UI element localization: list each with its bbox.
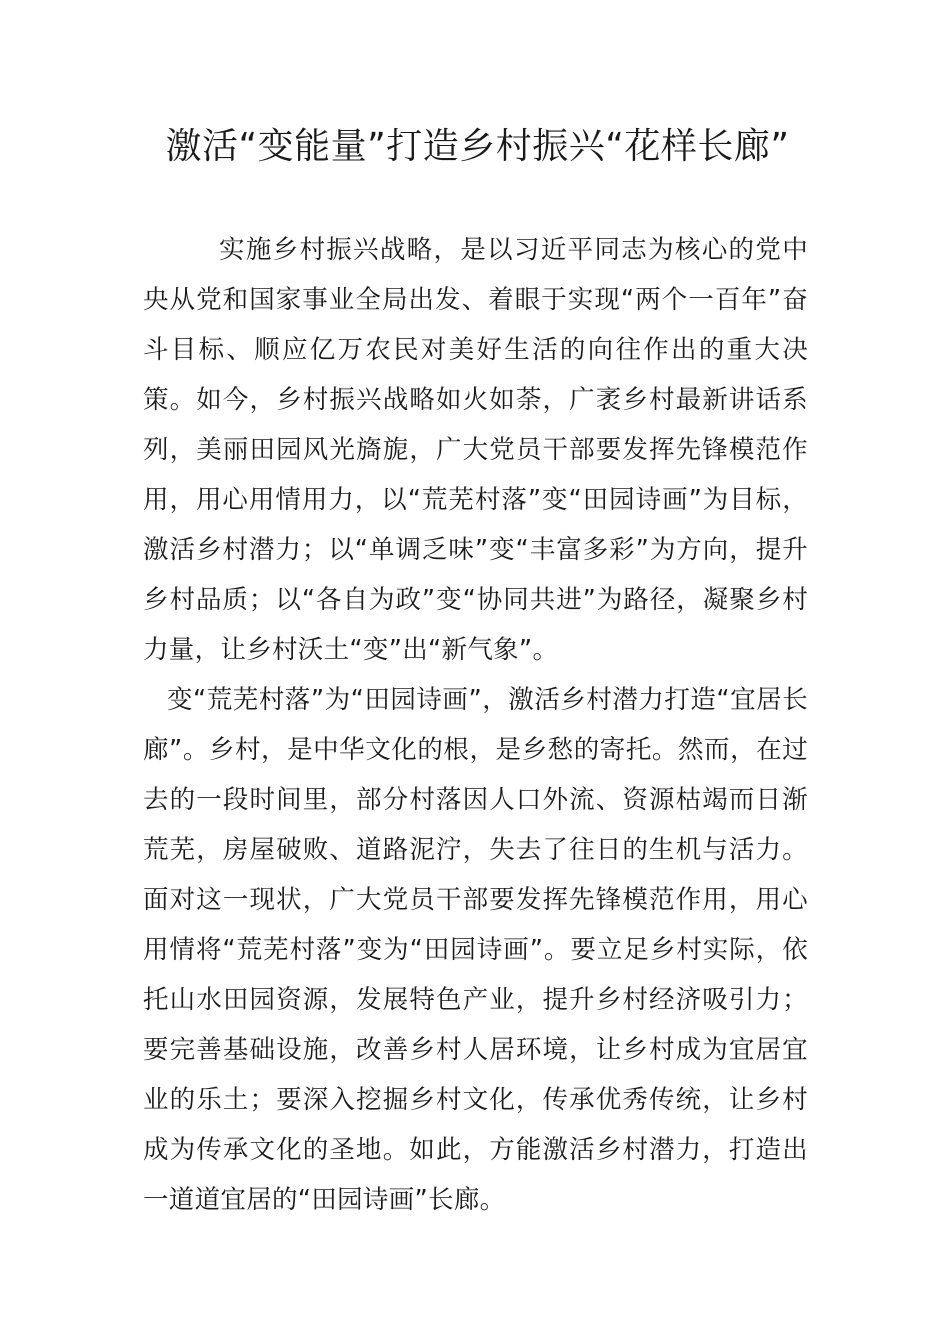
document-title: 激活“变能量”打造乡村振兴“花样长廊” xyxy=(165,126,790,167)
paragraph-section-1: 变“荒芜村落”为“田园诗画”，激活乡村潜力打造“宜居长廊”。乡村，是中华文化的根，是乡愁的寄托。然而，在过去的一段时间里，部分村落因人口外流、资源枯竭而日渐荒芜，房屋破败、道路泥泞，失去了往日的生机与活力。面对这一现状，广大党员干部要发挥先锋模范作用，用心用情将“荒芜村落”变为“田园诗画”。要立足乡村实际，依托山水田园资源，发展特色产业，提升乡村经济吸引力；要完善基础设施，改善乡村人居环境，让乡村成为宜居宜业的乐土；要深入挖掘乡村文化，传承优秀传统，让乡村成为传承文化的圣地。如此，方能激活乡村潜力，打造出一道道宜居的“田园诗画”长廊。 xyxy=(143,685,808,1215)
paragraph-intro: 实施乡村振兴战略，是以习近平同志为核心的党中央从党和国家事业全局出发、着眼于实现“两个一百年”奋斗目标、顺应亿万农民对美好生活的向往作出的重大决策。如今，乡村振兴战略如火如荼，广袤乡村最新讲话系列，美丽田园风光旖旎，广大党员干部要发挥先锋模范作用，用心用情用力，以“荒芜村落”变“田园诗画”为目标，激活乡村潜力；以“单调乏味”变“丰富多彩”为方向，提升乡村品质；以“各自为政”变“协同共进”为路径，凝聚乡村力量，让乡村沃土“变”出“新气象”。 xyxy=(143,235,808,665)
